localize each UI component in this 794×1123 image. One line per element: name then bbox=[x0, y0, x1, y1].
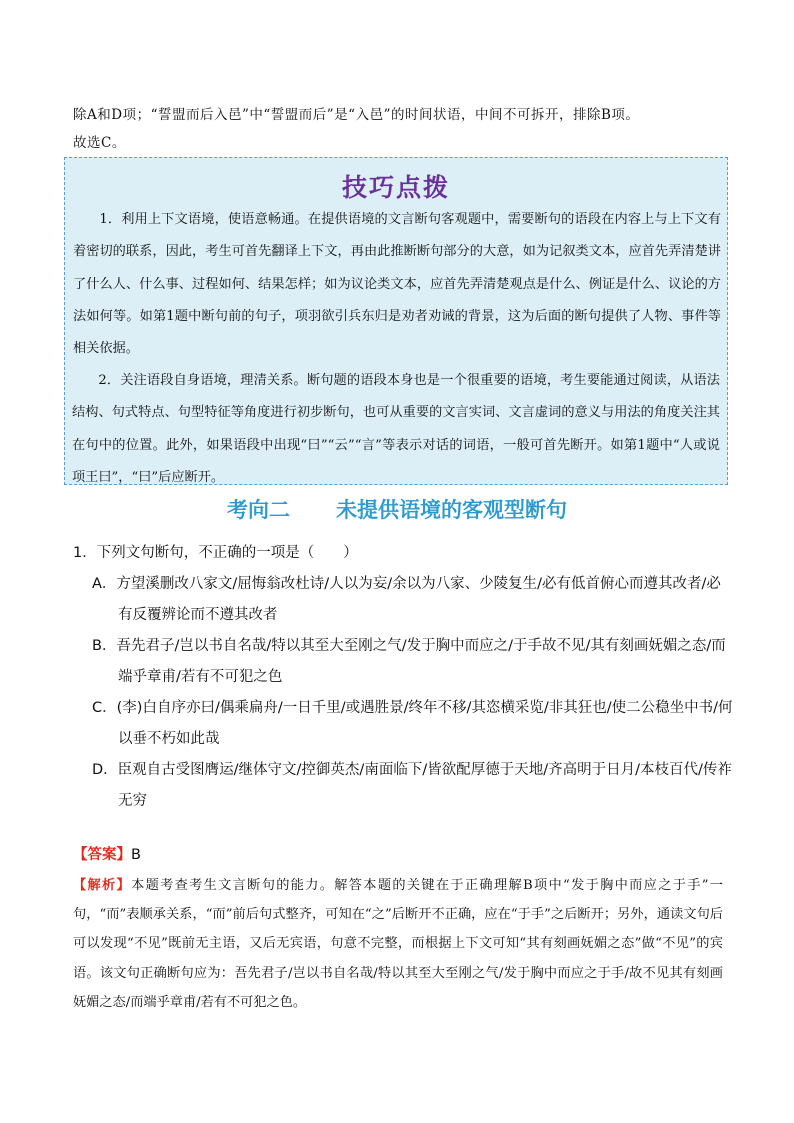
intro-text bbox=[73, 101, 723, 157]
analysis-tag: 【解析】 bbox=[73, 878, 132, 893]
tip-paragraph-1: 1．利用上下文语境，使语意畅通。在提供语境的文言断句客观题中，需要断句的语段在内容上与上下文有着密切的联系，因此，考生可首先翻译上下文，再由此推断断句部分的大意，如为记叙类文本，应首先弄清楚讲了什么人、什么事、过程如何、结果怎样；如为议论类文本，应首先弄清楚观点是什么、例证是什么、议论的方法如何等。如第1题中断句前的句子，项羽欲引兵东归是劝者劝诫的背景，这为后面的断句提供了人物、事件等相关依据。 bbox=[73, 212, 721, 357]
option-c: C．(李)白自序亦曰/偶乘扁舟/一日千里/或遇胜景/终年不移/其恣横采览/非其狂也/使二公稳坐中书/何以垂不朽如此哉 bbox=[92, 700, 733, 747]
section-heading: 未提供语境的客观型断句 bbox=[336, 498, 567, 522]
option-b: B．吾先君子/岂以书自名哉/特以其至大至刚之气/发于胸中而应之/于手故不见/其有刻画妩媚之态/而端乎章甫/若有不可犯之色 bbox=[92, 638, 726, 685]
tip-title: 技巧点拨 bbox=[341, 173, 450, 202]
option-d: D．臣观自古受图膺运/继体守文/控御英杰/南面临下/皆欲配厚德于天地/齐高明于日月/本枝百代/传祚无穷 bbox=[92, 762, 732, 809]
option-a: A．方望溪删改八家文/屈悔翁改杜诗/人以为妄/余以为八家、少陵复生/必有低首俯心而遵其改者/必有反覆辨论而不遵其改者 bbox=[92, 576, 721, 623]
section-label: 考向二 bbox=[227, 498, 290, 522]
section-title bbox=[0, 494, 794, 524]
tip-paragraph-2: 2．关注语段自身语境，理清关系。断句题的语段本身也是一个很重要的语境，考生要能通过阅读，从语法结构、句式特点、句型特征等角度进行初步断句，也可从重要的文言实词、文言虚词的意义与用法的角度关注其在句中的位置。此外，如果语段中出现“曰”“云”“言”等表示对话的词语，一般可首先断开。如第1题中“人或说项王曰”，“曰”后应断开。 bbox=[72, 373, 720, 485]
question-stem: 1．下列文句断句，不正确的一项是（ ） bbox=[73, 545, 358, 561]
question-block bbox=[73, 538, 733, 817]
answer-value: B bbox=[131, 847, 141, 863]
answer-tag: 【答案】 bbox=[73, 847, 131, 863]
analysis-paragraph bbox=[73, 871, 723, 1017]
intro-line-1: 除A和D项；“誓盟而后入邑”中“誓盟而后”是“入邑”的时间状语，中间不可拆开，排除B项。 bbox=[73, 107, 640, 123]
intro-line-2: 故选C。 bbox=[73, 135, 126, 151]
analysis-text: 本题考查考生文言断句的能力。解答本题的关键在于正确理解B项中“发于胸中而应之于手”一句，“而”表顺承关系，“而”前后句式整齐，可知在“之”后断开不正确，应在“于手”之后断开；另外，通读文句后可以发现“不见”既前无主语，又后无宾语，句意不完整，而根据上下文可知“其有刻画妩媚之态”做“不见”的宾语。该文句正确断句应为：吾先君子/岂以书自名哉/特以其至大至刚之气/发于胸中而应之于手/故不见其有刻画妩媚之态/而端乎章甫/若有不可犯之色。 bbox=[73, 878, 723, 1010]
answer-line bbox=[73, 845, 141, 865]
